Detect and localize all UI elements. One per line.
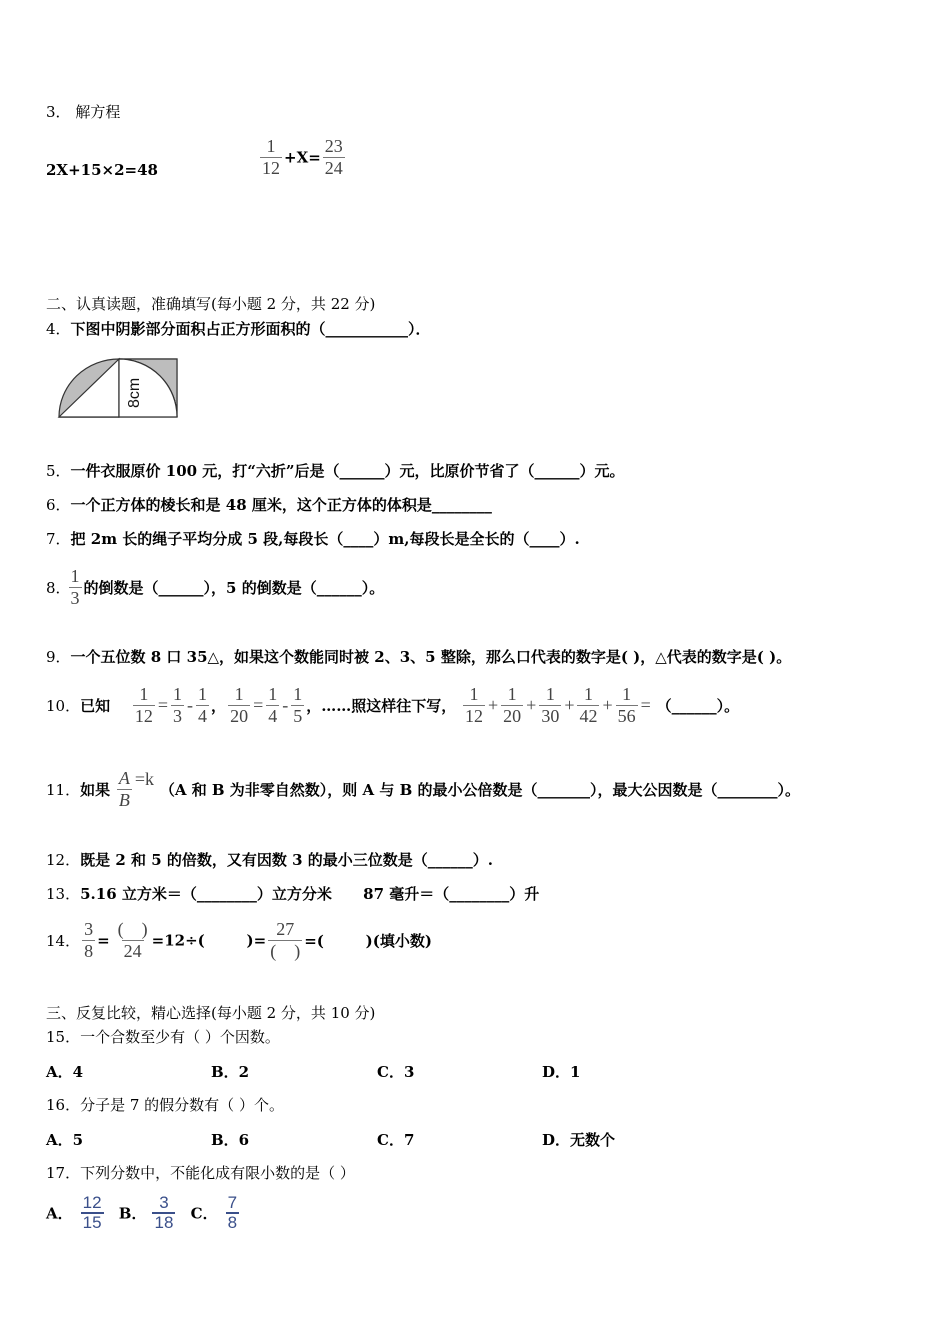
option-b[interactable]: B． $\frac{3}{18}$: [118, 1193, 174, 1232]
q3-eq2: $\frac{1}{12}$ +X= $\frac{23}{24}$: [262, 136, 343, 178]
q7: 7．把 2m 长的绳子平均分成 5 段,每段长（____）m,每段长是全长的（____）.: [46, 530, 580, 548]
option-b[interactable]: B．2: [211, 1063, 250, 1081]
option-c[interactable]: C．3: [377, 1063, 415, 1081]
q3-heading: [46, 102, 120, 122]
figure-label: 8cm: [126, 377, 143, 408]
q16: 16．分子是 7 的假分数有（ ）个。: [46, 1096, 284, 1114]
q12: 12．既是 2 和 5 的倍数，又有因数 3 的最小三位数是（______）.: [46, 851, 493, 869]
option-a[interactable]: A． $\frac{12}{15}$: [46, 1193, 102, 1232]
q11: 11．如果 $\frac{A}{B}$ =k （A 和 B 为非零自然数），则 A 与 B 的最小公倍数是（_______），最大公因数是（________）。: [46, 768, 801, 810]
option-d[interactable]: D．1: [542, 1063, 581, 1081]
q4: 4．下图中阴影部分面积占正方形面积的（___________）．: [46, 320, 431, 338]
q15: 15．一个合数至少有（ ）个因数。: [46, 1028, 280, 1046]
question-number: 3．: [46, 103, 71, 121]
q4-figure: [57, 356, 181, 420]
option-a[interactable]: A．4: [46, 1063, 84, 1081]
q3-eq1: 2X+15×2=48: [46, 161, 158, 179]
question-text: 解方程: [75, 103, 121, 121]
q17-options: [46, 1194, 241, 1232]
option-c[interactable]: C． $\frac{7}{8}$: [190, 1193, 238, 1232]
q8: 8． $\frac{1}{3}$ 的倒数是（______），5 的倒数是（______）。: [46, 566, 385, 608]
q17: 17．下列分数中，不能化成有限小数的是（ ）: [46, 1164, 355, 1182]
q9: 9．一个五位数 8 口 35△，如果这个数能同时被 2、3、5 整除，那么口代表的数字是( )，△代表的数字是( )。: [46, 648, 792, 666]
option-a[interactable]: A．5: [46, 1131, 84, 1149]
option-c[interactable]: C．7: [377, 1131, 415, 1149]
q10: 10．已知 $\frac{1}{12}$ = $\frac{1}{3}$ - $\frac{1}{4}$ ， $\frac{1}{20}$ = $\frac{1}{4}$ - $\frac{1}{5}$ ，……照这样往下写， $\frac{1}{12}$ + $\frac{1}{20}$ + $\frac{1}{30}$ + $\frac{1}{42}$ + $\frac{1}{56}$ = （______）。: [46, 684, 740, 726]
section-2-title: 二、认真读题，准确填写(每小题 2 分，共 22 分): [46, 295, 376, 313]
fraction: $\frac{1}{3}$: [70, 566, 80, 608]
q14: 14． $\frac{3}{8}$ = $\frac{( )}{24}$ =12÷( )= $\frac{27}{( )}$ =( )(填小数): [46, 919, 432, 961]
q5: 5．一件衣服原价 100 元，打“六折”后是（______）元，比原价节省了（______）元。: [46, 462, 625, 480]
section-3-title: 三、反复比较，精心选择(每小题 2 分，共 10 分): [46, 1004, 376, 1022]
option-d[interactable]: D．无数个: [542, 1131, 616, 1149]
fraction: $\frac{23}{24}$: [324, 136, 343, 178]
q13: 13．5.16 立方米＝（________）立方分米 87 毫升＝（________）升: [46, 885, 540, 903]
fraction: $\frac{1}{12}$: [262, 136, 280, 178]
q6: 6．一个正方体的棱长和是 48 厘米，这个正方体的体积是________: [46, 496, 492, 514]
option-b[interactable]: B．6: [211, 1131, 250, 1149]
